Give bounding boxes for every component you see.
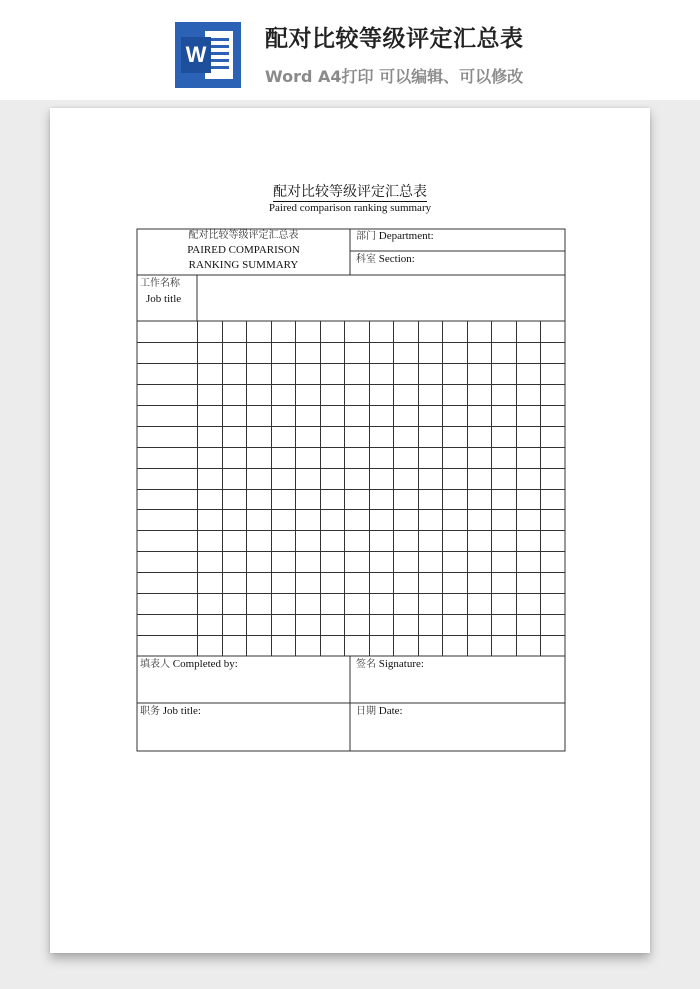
grid-lines — [137, 321, 565, 656]
date-label-cn: 日期 — [356, 706, 376, 717]
signature-field[interactable] — [356, 658, 424, 671]
position-label-cn: 职务 — [140, 706, 160, 717]
department-field[interactable] — [356, 230, 434, 243]
form-header-block — [137, 228, 350, 273]
banner-subtitle: Word A4打印 可以编辑、可以修改 — [265, 67, 524, 86]
form-header-cn: 配对比较等级评定汇总表 — [188, 230, 299, 241]
word-icon-letter: W — [185, 42, 207, 67]
section-label-cn: 科室 — [356, 254, 376, 265]
form-header-en-1: PAIRED COMPARISON — [187, 244, 300, 256]
section-field[interactable] — [356, 253, 415, 266]
completed-by-field[interactable] — [140, 658, 238, 671]
job-title-label-en: Job title — [146, 293, 182, 305]
job-title-label-cn: 工作名称 — [140, 278, 180, 289]
document-title-text: 配对比较等级评定汇总表 — [273, 184, 427, 200]
completed-by-label-en: Completed by: — [172, 658, 238, 670]
position-label-en: Job title: — [162, 705, 201, 717]
form-header-en-2: RANKING SUMMARY — [188, 259, 299, 271]
job-title-field[interactable] — [140, 277, 181, 306]
date-field[interactable] — [356, 705, 403, 718]
document-subtitle: Paired comparison ranking summary — [268, 202, 432, 214]
department-label-cn: 部门 — [356, 231, 376, 242]
department-label-en: Department: — [378, 230, 434, 242]
banner-title: 配对比较等级评定汇总表 — [265, 26, 524, 52]
signature-label-cn: 签名 — [356, 659, 376, 670]
completed-by-label-cn: 填表人 — [140, 659, 170, 670]
date-label-en: Date: — [378, 705, 403, 717]
section-label-en: Section: — [378, 253, 415, 265]
signature-label-en: Signature: — [378, 658, 424, 670]
position-field[interactable] — [140, 705, 201, 718]
